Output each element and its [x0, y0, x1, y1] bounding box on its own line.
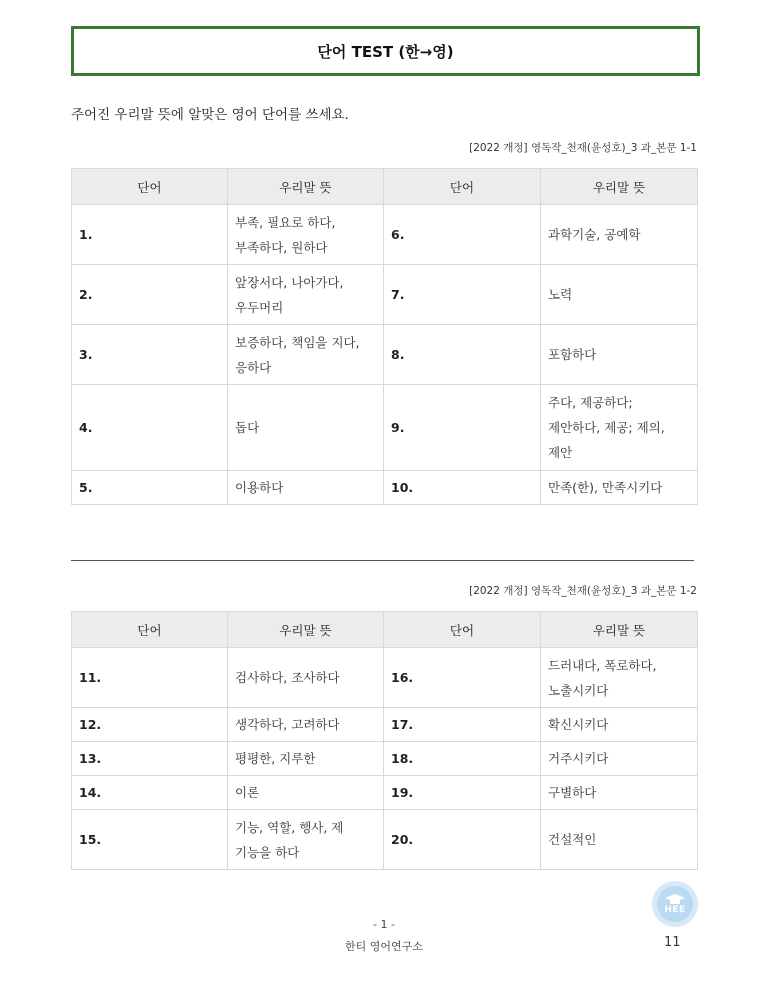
meaning-line: 이용하다 [235, 480, 284, 495]
meaning-cell [228, 648, 384, 708]
word-number-cell[interactable]: 2. [72, 265, 228, 325]
word-number-cell[interactable]: 16. [384, 648, 541, 708]
page-number: - 1 - [373, 918, 395, 931]
meaning-line: 부족하다, 원하다 [235, 239, 328, 255]
meaning-line: 구별하다 [548, 785, 597, 800]
meaning-line: 돕다 [235, 420, 260, 435]
meaning-line: 제안 [548, 445, 573, 460]
table-row [72, 385, 698, 471]
meaning-line: 기능, 역할, 행사, 제 [235, 819, 344, 835]
word-number-cell[interactable]: 18. [384, 742, 541, 776]
meaning-line: 기능을 하다 [235, 844, 300, 860]
table-row [72, 776, 698, 810]
meaning-line: 이론 [235, 785, 260, 800]
word-number-cell[interactable]: 20. [384, 810, 541, 870]
meaning-cell [541, 385, 698, 471]
meaning-line: 만족(한), 만족시키다 [548, 480, 663, 495]
corner-page-number: 11 [664, 935, 681, 950]
table-row [72, 471, 698, 505]
footer-org: 한티 영어연구소 [345, 940, 423, 953]
word-number-cell[interactable]: 13. [72, 742, 228, 776]
meaning-cell [541, 776, 698, 810]
word-number-cell[interactable]: 10. [384, 471, 541, 505]
word-number-cell[interactable]: 3. [72, 325, 228, 385]
table-row [72, 205, 698, 265]
meaning-cell [541, 325, 698, 385]
meaning-line: 생각하다, 고려하다 [235, 717, 340, 732]
meaning-line: 보증하다, 책임을 지다, [235, 334, 360, 350]
meaning-cell [228, 385, 384, 471]
meaning-line: 노출시키다 [548, 682, 609, 698]
meaning-cell [541, 265, 698, 325]
meaning-cell [228, 265, 384, 325]
meaning-line: 과학기술, 공예학 [548, 227, 641, 242]
header-word: 단어 [384, 169, 541, 205]
meaning-line: 앞장서다, 나아가다, [235, 274, 344, 290]
word-number-cell[interactable]: 17. [384, 708, 541, 742]
word-number-cell[interactable]: 11. [72, 648, 228, 708]
meaning-line: 우두머리 [235, 299, 284, 315]
meaning-line: 평평한, 지루한 [235, 751, 316, 766]
logo-text: HEE [664, 904, 686, 915]
table-header-row [72, 169, 698, 205]
vocab-table-2 [71, 611, 698, 870]
word-number-cell[interactable]: 7. [384, 265, 541, 325]
header-meaning: 우리말 뜻 [541, 169, 698, 205]
source-label-1: [2022 개정] 영독작_천재(윤성호)_3 과_본문 1-1 [469, 142, 697, 154]
meaning-cell [541, 648, 698, 708]
word-number-cell[interactable]: 12. [72, 708, 228, 742]
meaning-line: 확신시키다 [548, 717, 609, 732]
word-number-cell[interactable]: 4. [72, 385, 228, 471]
meaning-cell [541, 471, 698, 505]
word-number-cell[interactable]: 1. [72, 205, 228, 265]
table-row [72, 810, 698, 870]
word-number-cell[interactable]: 9. [384, 385, 541, 471]
word-number-cell[interactable]: 15. [72, 810, 228, 870]
header-meaning: 우리말 뜻 [228, 612, 384, 648]
meaning-line: 포함하다 [548, 347, 597, 362]
graduation-cap-icon [665, 894, 685, 905]
test-title: 단어 TEST (한→영) [71, 26, 700, 76]
word-number-cell[interactable]: 5. [72, 471, 228, 505]
meaning-line: 부족, 필요로 하다, [235, 214, 336, 230]
source-label-2: [2022 개정] 영독작_천재(윤성호)_3 과_본문 1-2 [469, 585, 697, 597]
meaning-line: 제안하다, 제공; 제의, [548, 420, 665, 435]
table-row [72, 742, 698, 776]
table-row [72, 325, 698, 385]
header-word: 단어 [72, 169, 228, 205]
meaning-line: 주다, 제공하다; [548, 395, 633, 410]
table-row [72, 648, 698, 708]
header-meaning: 우리말 뜻 [541, 612, 698, 648]
meaning-cell [228, 471, 384, 505]
table-row [72, 265, 698, 325]
meaning-line: 거주시키다 [548, 751, 609, 766]
meaning-cell [228, 810, 384, 870]
meaning-cell [541, 742, 698, 776]
meaning-line: 노력 [548, 287, 573, 302]
meaning-cell [541, 205, 698, 265]
vocab-table-1 [71, 168, 698, 505]
meaning-line: 건설적인 [548, 832, 597, 847]
meaning-line: 응하다 [235, 359, 272, 375]
table-header-row [72, 612, 698, 648]
meaning-line: 검사하다, 조사하다 [235, 670, 340, 685]
meaning-cell [541, 708, 698, 742]
instruction-text: 주어진 우리말 뜻에 알맞은 영어 단어를 쓰세요. [71, 107, 349, 123]
meaning-cell [228, 708, 384, 742]
header-meaning: 우리말 뜻 [228, 169, 384, 205]
header-word: 단어 [72, 612, 228, 648]
word-number-cell[interactable]: 6. [384, 205, 541, 265]
meaning-cell [228, 325, 384, 385]
table-row [72, 708, 698, 742]
section-divider [71, 560, 694, 561]
meaning-cell [228, 742, 384, 776]
meaning-cell [228, 776, 384, 810]
word-number-cell[interactable]: 19. [384, 776, 541, 810]
word-number-cell[interactable]: 14. [72, 776, 228, 810]
meaning-cell [541, 810, 698, 870]
meaning-cell [228, 205, 384, 265]
header-word: 단어 [384, 612, 541, 648]
meaning-line: 드러내다, 폭로하다, [548, 657, 657, 673]
word-number-cell[interactable]: 8. [384, 325, 541, 385]
